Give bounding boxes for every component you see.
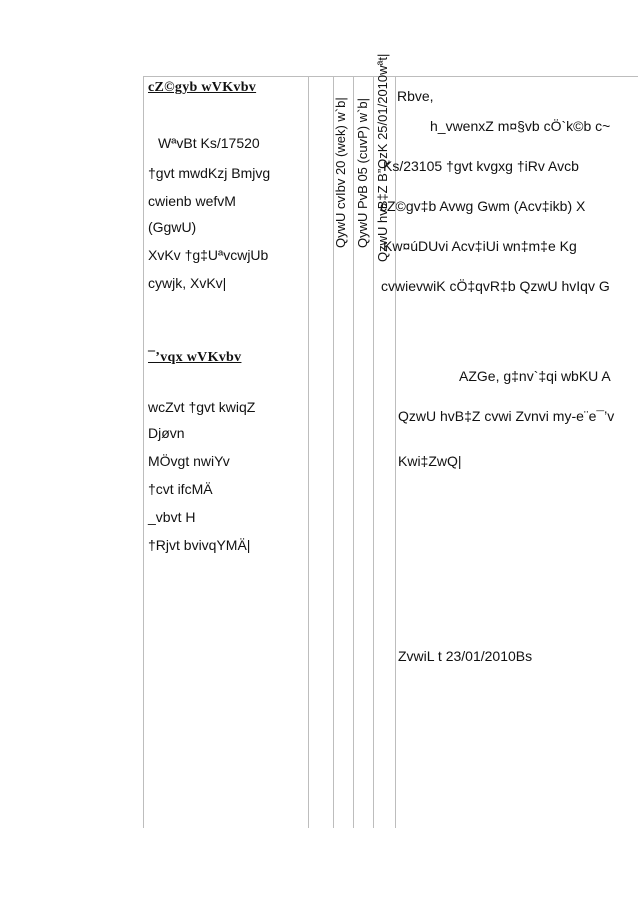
permanent-address-line: MÖvgt nwiYv [148,453,230,469]
permanent-address-line: †cvt ifcMÄ [148,481,213,497]
leave-date-header: QzwU hvB‡Z B”QzK 25/01/2010wªt| [375,53,390,262]
present-address-line: †gvt mwdKzj Bmjvg [148,165,271,181]
letter-date: ZvwiL t 23/01/2010Bs [398,648,533,664]
column-border-2 [308,76,309,828]
permanent-address-heading: ¯’vqx wVKvbv [148,350,242,365]
present-address-line: XvKv †g‡UªvcwjUb [148,247,269,263]
salutation: Rbve, [397,88,434,104]
column-border-1 [143,76,144,828]
present-address-line: cywjk, XvKv| [148,275,227,291]
closing-line: Kwi‡ZwQ| [398,453,462,469]
table-top-border [143,76,638,77]
present-address-line: (GgwU) [148,219,197,235]
permanent-address-line: Djøvn [148,425,185,441]
column-border-4 [353,76,354,828]
letter-line: Kw¤úDUvi Acv‡iUi wn‡m‡e Kg [383,238,577,254]
leave-requested-header: QywU PvB 05 (cuvP) w`b| [355,97,370,248]
present-address-heading: cZ©gyb wVKvbv [148,80,257,95]
request-line-2: QzwU hvB‡Z cvwi Zvnvi my-e¨e¯’v [398,408,615,424]
column-border-5 [373,76,374,828]
letter-line: cvwievwiK cÖ‡qvR‡b QzwU hvIqv G [381,278,610,294]
column-border-6 [395,76,396,828]
letter-line: Ks/23105 †gvt kvgxg †iRv Avcb [383,158,579,174]
present-address-line: cwienb wefvM [148,193,236,209]
present-address-line: WªvBt Ks/17520 [158,135,260,151]
permanent-address-line: wcZvt †gvt kwiqZ [148,399,256,415]
permanent-address-line: †Rjvt bvivqYMÄ| [148,537,251,553]
permanent-address-line: _vbvt H [148,509,196,525]
letter-line: h_vwenxZ m¤§vb cÖ`k©b c~ [430,118,611,134]
letter-line: cZ©gv‡b Avwg Gwm (Acv‡ikb) X [380,198,586,214]
request-line: AZGe, g‡nv`‡qi wbKU A [459,368,611,384]
leave-due-header: QywU cvIbv 20 (wek) w`b| [333,97,348,248]
